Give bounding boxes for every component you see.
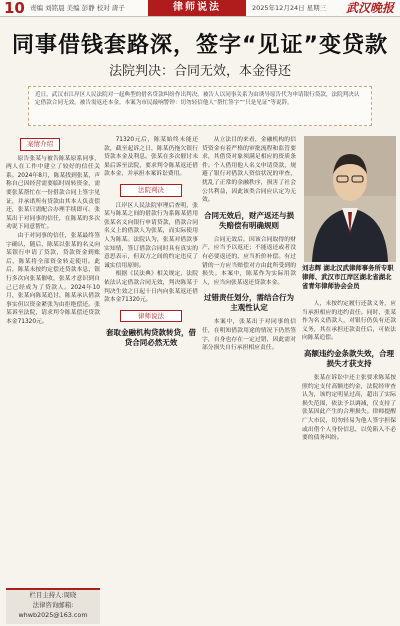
editor-credits: 责编 刘铭晨 美编 彭静 校对 唐子 xyxy=(30,4,125,12)
section-tab: 律师说法 xyxy=(148,0,246,16)
section-label-case: 案情介绍 xyxy=(20,138,60,151)
article-abstract: 近日，武汉市江岸区人民法院对一起典型的借名贷款纠纷作出判决。被告人以同事关系为由诱导原告代为申请银行贷款，法院判决认定借款合同无效，被告需返还本金。本案为市民敲响警钟：切勿轻信他人“帮忙签字”“只是见证”等说辞。 xyxy=(28,86,372,126)
page-number: 10 xyxy=(4,0,25,17)
paragraph: 合同无效后，因该合同取得的财产，应当予以返还；不能返还或者没有必要返还的，应当折价补偿。有过错的一方应当赔偿对方由此所受到的损失。本案中，陈某作为实际用款人，应当向张某返还贷款本金。 xyxy=(202,236,296,286)
portrait-image xyxy=(304,136,396,262)
subsection-title: 高额违约金条款失效，合理损失才获支持 xyxy=(304,348,394,368)
column-3 xyxy=(202,136,296,353)
column-host: 栏目主持人:周晓 xyxy=(29,591,77,599)
subsection-title: 套取金融机构贷款转贷，借贷合同必然无效 xyxy=(106,328,196,348)
email-address: whwb2025@163.com xyxy=(18,611,88,619)
paragraph: 张某在诉讼中还主张要求陈某按照约定支付高额违约金，法院经审查认为，该约定明显过高，超出了实际损失范围，依法予以调减，仅支持了张某因此产生的合理损失。律师提醒广大市民，切勿轻易为他人签字担保或出借个人身份信息，以免陷入不必要的债务纠纷。 xyxy=(302,374,396,442)
paragraph: 江岸区人民法院审理后查明，张某与陈某之间的借款行为系陈某借用张某名义向银行申请贷款，借款合同名义上的借款人为张某，而实际使用人为陈某。法院认为，张某对借款事实知情，签订借款合同时具有真实的意思表示，但双方之间的约定违反了诚实信用原则。 xyxy=(104,202,198,269)
column-4 xyxy=(302,300,396,443)
subsection-title: 过错责任划分，需结合行为主观性认定 xyxy=(204,293,294,313)
paragraph: 人，未按约定履行还款义务，应当承担相应的违约责任。同时，张某作为名义借款人，对银行仍负有还款义务，其在承担还款责任后，可依法向陈某追偿。 xyxy=(302,301,396,342)
paragraph: 根据《民法典》相关规定，法院依法认定借款合同无效，判决陈某于判决生效之日起十日内向张某返还借款本金71320元。 xyxy=(104,271,198,304)
article-headline: 同事借钱套路深，签字“见证”变贷款 xyxy=(12,33,388,58)
email-label: 法律咨询邮箱: xyxy=(32,601,74,609)
lawyer-portrait xyxy=(304,136,396,262)
column-2 xyxy=(104,136,198,353)
column-1 xyxy=(6,136,100,326)
photo-caption: 刘志辉 湖北汉武律师事务所专职律师、武汉市江岸区湖北省湖北省青年律师协会会员 xyxy=(302,264,394,290)
section-label-lawyer: 律师说法 xyxy=(120,310,182,323)
article-subheadline: 法院判决：合同无效，本金得还 xyxy=(108,64,291,79)
column-contact-box xyxy=(6,588,100,624)
page-header xyxy=(0,0,400,17)
issue-date: 2025年12月24日 星期三 xyxy=(252,4,327,12)
paragraph: 71320元后，陈某始终未能还款，截至起诉之日，陈某仍拖欠银行贷款本金及利息。张某在多次催讨未果后诉至法院，要求判令陈某返还借款本金，并承担本案诉讼费用。 xyxy=(104,137,198,178)
subsection-title: 合同无效后，财产返还与损失赔偿有明确规则 xyxy=(204,210,294,230)
paragraph: 由于对同事的信任，张某最终签字确认，随后，陈某以张某的名义向某银行申请了贷款，贷款资金到账后，陈某将全部资金转走使用。此后，陈某未按约定偿还贷款本息，银行多次向张某催收，张某才意识到自己已经成为了贷款人。2024年10月，张某向陈某追讨，陈某承认借款事实但以资金紧张为由拒绝偿还。张某诉至法院，请求判令陈某偿还贷款本金71320元。 xyxy=(6,232,100,325)
paragraph: 本案中，张某出于对同事的信任，在明知借款用途的情况下仍然签字，自身也存在一定过错，因此需对部分损失自行承担相应责任。 xyxy=(202,319,296,352)
paragraph: 原告张某与被告陈某原系同事，两人在工作中建立了较好的信任关系。2024年8月，陈某找到张某，声称自己因经营需要临时周转资金，需要张某帮忙在一份借款合同上签字见证，并承诺所有贷款由其本人负责偿还，张某只需配合办理手续即可。张某出于对同事的信任，在陈某的多次劝说下同意帮忙。 xyxy=(6,155,100,231)
newspaper-brand: 武汉晚报 xyxy=(345,1,394,15)
section-label-judgment: 法院判决 xyxy=(120,184,182,197)
paragraph: 从立法目的来看，金融机构的信贷资金有着严格的审批流程和监管要求，其借贷对象须满足相应的资质条件。个人借用他人名义申请贷款，规避了银行对借款人资信状况的审查，扰乱了正常的金融秩序，损害了社会公共利益，因此该类合同应认定为无效。 xyxy=(202,137,296,204)
